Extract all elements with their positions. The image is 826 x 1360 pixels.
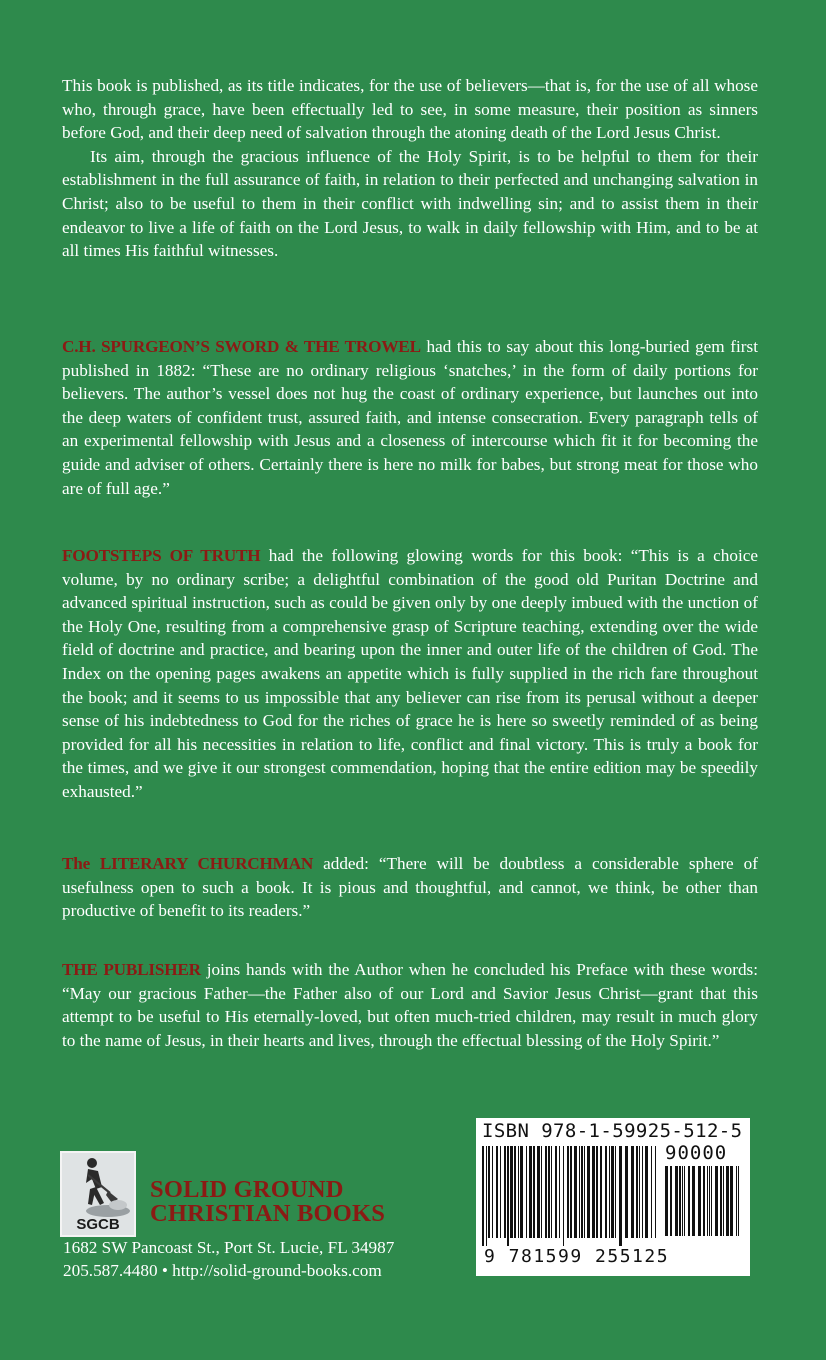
intro-paragraph-2: Its aim, through the gracious influence of the Holy Spirit, is to be helpful to them for their establishment in the full assurance of faith, in relation to their perfected and unchanging salvation in Christ; also to be useful to them in their conflict with indwelling sin; and to assist them in their endeavor to live a life of faith on the Lord Jesus, to walk in daily fellowship with Him, and to be at all times His faithful witnesses. [62,146,758,261]
ean-bars [482,1146,662,1246]
barcode-bar [682,1166,683,1236]
intro-section [62,74,758,263]
barcode-bar [642,1146,643,1238]
barcode-bar [709,1166,710,1236]
barcode-bar [548,1146,550,1238]
barcode-bar [507,1146,509,1246]
street-address: 1682 SW Pancoast St., Port St. Lucie, FL 34987 [63,1238,395,1257]
barcode-bar [605,1146,607,1238]
barcode-bar [651,1146,652,1238]
barcode-bar [529,1146,532,1238]
barcode-bar [520,1146,523,1238]
barcode-bar [496,1146,498,1238]
barcode-bar [692,1166,695,1236]
barcode-bar [736,1166,737,1236]
barcode-bar [510,1146,513,1238]
barcode-bar [684,1166,685,1236]
barcode-bar [703,1166,705,1236]
isbn-label: ISBN 978-1-59925-512-5 [482,1120,743,1142]
barcode-bar [581,1146,583,1238]
barcode-bar [555,1146,557,1238]
barcode-bar [639,1146,640,1238]
addon-bars [665,1166,745,1246]
barcode-bar [675,1166,678,1236]
review-text: added: “There will be doubtless a considerable sphere of usefulness open to such a book. It is pious and thoughtful, and cannot, we think, be other than productive of benefit to its readers.” [62,854,758,921]
barcode-bar [726,1166,729,1236]
publisher-logo [60,1151,136,1237]
barcode-bar [486,1146,487,1246]
review-text: had the following glowing words for this book: “This is a choice volume, by no ordinary scribe; a delightful combination of the good old Puritan Doctrine and advanced spiritual instruction, such as could be given only by one deeply imbued with the unction of the Holy One, resulting from a comprehensive grasp of Scripture teaching, extending over the wide field of doctrine and practice, and bearing upon the inner and outer life of the children of God. The Index on the opening pages awakens an appetite which is fully supplied in the rich fare throughout the book; and it seems to us impossible that any believer can rise from its perusal without a deeper sense of his indebtedness to God for the riches of grace he is here so sweetly reminded of as being provided for all his necessities in relation to life, conflict and final victory. This is truly a book for the times, and we give it our strongest commendation, hoping that the entire edition may be speedily exhausted.” [62,546,759,801]
barcode-bar [500,1146,501,1238]
barcode-bar [670,1166,672,1236]
barcode-bar [679,1166,681,1236]
price-code: 90000 [665,1142,728,1164]
barcode-bar [631,1146,634,1238]
intro-paragraph-1: This book is published, as its title indicates, for the use of believers—that is, for the use of all whose who, through grace, have been effectually led to see, in some measure, their position as sinners before God, and their deep need of salvation through the atoning death of the Lord Jesus Christ. [62,76,758,143]
isbn-barcode [476,1118,750,1276]
barcode-bar [526,1146,527,1238]
barcode-bar [592,1146,595,1238]
logo-label: SGCB [76,1216,120,1233]
barcode-bar [619,1146,622,1246]
publisher-name-line-1: SOLID GROUND [150,1176,344,1203]
review-spurgeon [62,335,758,500]
review-text: had this to say about this long-buried gem first published in 1882: “These are no ordinary religious ‘snatches,’ in the form of daily portions for believers. The author’s vessel does not hug the coast of ordinary experience, but launches out into the deep waters of confident trust, assured faith, and intense consecration. Every paragraph tells of an experimental fellowship with Jesus and a closeness of intercourse which fit it for becoming the guide and adviser of others. Certainly there is here no milk for babes, but strong meat for those who are of full age.” [62,337,758,498]
barcode-bar [738,1166,739,1236]
barcode-bar [707,1166,708,1236]
barcode-bar [645,1146,648,1238]
barcode-bar [720,1166,722,1236]
barcode-bar [514,1146,516,1238]
barcode-bar [715,1166,718,1236]
barcode-bar [587,1146,590,1238]
barcode-bar [537,1146,540,1238]
barcode-bar [482,1146,484,1246]
barcode-bar [723,1166,724,1236]
barcode-bar [600,1146,602,1238]
publisher-name-line-2: CHRISTIAN BOOKS [150,1200,386,1227]
barcode-bar [584,1146,585,1238]
barcode-bar [518,1146,519,1238]
barcode-bar [533,1146,535,1238]
barcode-bar [609,1146,610,1238]
barcode-bar [574,1146,577,1238]
barcode-bar [636,1146,638,1238]
barcode-bar [688,1166,690,1236]
ean-number: 9 781599 255125 [484,1246,670,1267]
barcode-bar [559,1146,560,1238]
review-text: joins hands with the Author when he concluded his Preface with these words: “May our gracious Father—the Father also of our Lord and Savior Jesus Christ—grant that this attempt to be useful to His eternally-loved, but often much-tried children, may result in much glory to the name of Jesus, in their hearts and lives, through the effectual blessing of the Holy Spirit.” [62,960,758,1050]
barcode-bar [488,1146,490,1238]
barcode-bar [711,1166,712,1236]
barcode-bar [570,1146,572,1238]
barcode-bar [665,1166,668,1236]
barcode-bar [596,1146,598,1238]
publisher-name [150,1178,385,1226]
review-churchman [62,852,758,923]
shoveling-man-icon [62,1153,134,1217]
review-source: THE PUBLISHER [62,960,201,979]
review-source: FOOTSTEPS OF TRUTH [62,546,261,565]
review-source: C.H. SPURGEON’S SWORD & THE TROWEL [62,337,421,356]
review-footsteps [62,544,758,804]
barcode-bar [504,1146,506,1238]
barcode-bar [625,1146,628,1238]
contact-info: 205.587.4480 • http://solid-ground-books.com [63,1261,382,1280]
barcode-bar [545,1146,547,1238]
barcode-bar [492,1146,493,1238]
barcode-bar [541,1146,542,1238]
barcode-bar [655,1146,656,1238]
barcode-bar [698,1166,701,1236]
barcode-bar [551,1146,552,1238]
review-source: The LITERARY CHURCHMAN [62,854,314,873]
barcode-bar [730,1166,733,1236]
barcode-bar [567,1146,569,1238]
publisher-address [63,1236,394,1282]
review-publisher [62,958,758,1052]
barcode-bar [611,1146,614,1238]
barcode-bar [615,1146,616,1238]
barcode-bar [579,1146,580,1238]
barcode-bar [563,1146,564,1246]
